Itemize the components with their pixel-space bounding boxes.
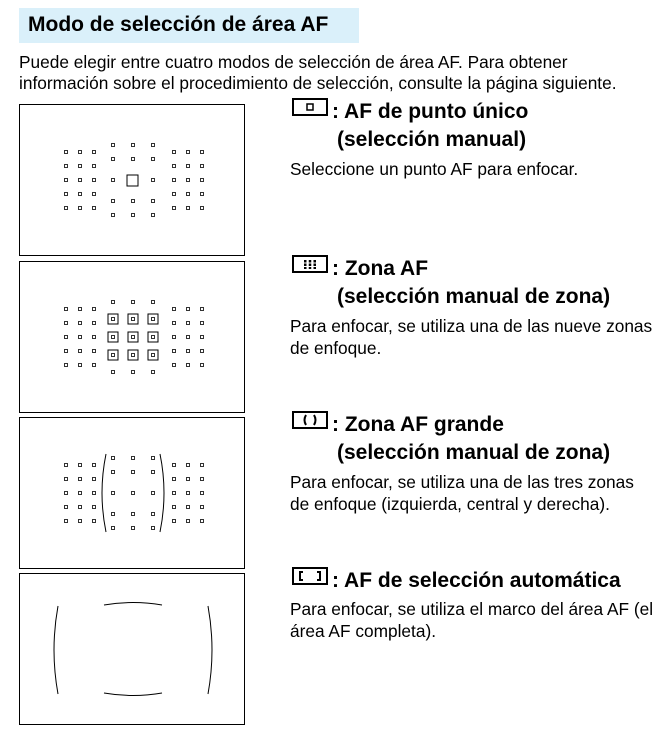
af-point	[79, 336, 82, 339]
af-point	[187, 492, 190, 495]
af-point	[173, 350, 176, 353]
af-point	[112, 527, 115, 530]
af-point	[201, 308, 204, 311]
zone-af-frame	[128, 314, 138, 324]
af-point	[187, 193, 190, 196]
af-point	[187, 520, 190, 523]
af-point	[93, 520, 96, 523]
af-point	[201, 151, 204, 154]
af-point	[152, 513, 155, 516]
af-point	[132, 527, 135, 530]
af-point	[132, 301, 135, 304]
intro-line-1: Puede elegir entre cuatro modos de selección de área AF. Para obtener	[19, 52, 568, 72]
af-area-frame	[20, 574, 246, 726]
af-point	[65, 520, 68, 523]
zone-af-frame	[148, 332, 158, 342]
af-point	[152, 354, 155, 357]
af-point	[152, 214, 155, 217]
large-zone-right-bracket	[160, 454, 164, 532]
mode-large-zone-heading	[290, 411, 610, 466]
af-frame-right-bracket	[208, 606, 212, 694]
af-point	[93, 179, 96, 182]
zone-af-frame	[128, 332, 138, 342]
af-point	[152, 318, 155, 321]
mode-single-point-title: : AF de punto único	[332, 100, 529, 123]
af-point	[93, 350, 96, 353]
section-title: Modo de selección de área AF	[28, 13, 329, 36]
af-point	[79, 151, 82, 154]
af-frame-bottom-arc	[104, 693, 162, 696]
af-point	[201, 322, 204, 325]
mode-zone-subtitle: (selección manual de zona)	[337, 284, 611, 308]
af-point	[65, 151, 68, 154]
af-point	[93, 322, 96, 325]
mode-single-point-heading	[290, 98, 528, 153]
af-point	[187, 151, 190, 154]
af-point	[93, 193, 96, 196]
af-point	[132, 318, 135, 321]
af-point	[65, 179, 68, 182]
af-point	[173, 464, 176, 467]
af-point	[187, 364, 190, 367]
af-point	[173, 492, 176, 495]
af-point	[79, 520, 82, 523]
af-point	[152, 336, 155, 339]
af-point	[112, 457, 115, 460]
af-point	[93, 492, 96, 495]
af-point	[187, 207, 190, 210]
large-zone-af-diagram	[19, 417, 245, 569]
af-point	[112, 354, 115, 357]
af-point	[173, 506, 176, 509]
af-point	[132, 158, 135, 161]
af-point	[132, 371, 135, 374]
af-point	[152, 144, 155, 147]
af-point	[93, 165, 96, 168]
af-point	[112, 214, 115, 217]
af-point	[65, 464, 68, 467]
intro-line-2: información sobre el procedimiento de selección, consulte la página siguiente.	[19, 73, 617, 93]
af-point	[201, 165, 204, 168]
af-point	[132, 492, 135, 495]
af-point	[187, 464, 190, 467]
af-point	[65, 336, 68, 339]
zone-af-frame	[108, 314, 118, 324]
af-point	[152, 371, 155, 374]
mode-auto-selection-title: : AF de selección automática	[332, 569, 621, 592]
af-point	[65, 492, 68, 495]
af-point	[65, 364, 68, 367]
zone-af-frame	[108, 332, 118, 342]
af-point	[173, 520, 176, 523]
af-point	[173, 322, 176, 325]
af-point	[201, 492, 204, 495]
af-points-grid-large-zone	[20, 418, 246, 570]
af-point	[201, 336, 204, 339]
af-point	[187, 322, 190, 325]
af-point	[79, 322, 82, 325]
af-point	[201, 520, 204, 523]
af-point	[79, 193, 82, 196]
af-point	[79, 179, 82, 182]
af-point	[187, 179, 190, 182]
af-point	[93, 308, 96, 311]
af-point	[93, 364, 96, 367]
af-point	[132, 200, 135, 203]
af-point	[79, 506, 82, 509]
af-point	[112, 318, 115, 321]
af-point	[93, 506, 96, 509]
af-point	[187, 350, 190, 353]
af-point	[152, 471, 155, 474]
selected-af-point	[127, 175, 138, 186]
mode-zone-description: Para enfocar, se utiliza una de las nueve zonas de enfoque.	[290, 316, 653, 358]
af-point	[201, 506, 204, 509]
af-point	[79, 364, 82, 367]
af-point	[132, 354, 135, 357]
af-point	[173, 193, 176, 196]
af-point	[93, 478, 96, 481]
af-point	[79, 492, 82, 495]
mode-zone-heading	[290, 255, 610, 310]
af-point	[173, 179, 176, 182]
intro-paragraph	[19, 52, 659, 94]
af-point	[201, 364, 204, 367]
af-point	[112, 158, 115, 161]
af-point	[152, 200, 155, 203]
zone-af-frame	[108, 350, 118, 360]
af-point	[65, 207, 68, 210]
af-point	[201, 207, 204, 210]
af-point	[152, 179, 155, 182]
zone-af-icon	[290, 254, 330, 281]
af-point	[173, 207, 176, 210]
mode-auto-selection-heading	[290, 567, 621, 595]
af-point	[201, 478, 204, 481]
af-point	[152, 158, 155, 161]
af-point	[65, 165, 68, 168]
af-point	[93, 151, 96, 154]
af-frame-top-arc	[104, 603, 162, 606]
zone-af-frame	[148, 314, 158, 324]
af-point	[152, 301, 155, 304]
af-point	[112, 336, 115, 339]
af-point	[79, 207, 82, 210]
af-point	[201, 464, 204, 467]
auto-selection-af-icon	[290, 566, 330, 593]
af-point	[173, 165, 176, 168]
af-point	[152, 457, 155, 460]
af-point	[112, 200, 115, 203]
af-point	[112, 471, 115, 474]
af-point	[112, 301, 115, 304]
af-point	[173, 151, 176, 154]
af-point	[132, 513, 135, 516]
af-point	[93, 464, 96, 467]
af-point	[79, 165, 82, 168]
mode-large-zone-title: : Zona AF grande	[332, 413, 504, 436]
af-point	[187, 478, 190, 481]
zone-af-frame	[128, 350, 138, 360]
section-title-bar	[19, 8, 359, 43]
af-point	[65, 308, 68, 311]
af-point	[132, 471, 135, 474]
af-point	[112, 371, 115, 374]
af-point	[132, 144, 135, 147]
af-point	[187, 506, 190, 509]
af-point	[112, 492, 115, 495]
af-points-grid-zone	[20, 262, 246, 414]
af-point	[112, 144, 115, 147]
zone-af-frame	[148, 350, 158, 360]
af-point	[65, 350, 68, 353]
af-point	[93, 336, 96, 339]
af-point	[173, 364, 176, 367]
af-point	[201, 193, 204, 196]
af-point	[79, 350, 82, 353]
auto-selection-af-diagram	[19, 573, 245, 725]
af-point	[79, 464, 82, 467]
af-point	[201, 179, 204, 182]
mode-zone-title: : Zona AF	[332, 257, 429, 280]
af-point	[112, 179, 115, 182]
af-point	[152, 492, 155, 495]
af-point	[187, 336, 190, 339]
af-point	[65, 478, 68, 481]
af-point	[152, 527, 155, 530]
large-zone-af-icon	[290, 410, 330, 437]
af-point	[132, 214, 135, 217]
af-point	[93, 207, 96, 210]
mode-large-zone-subtitle: (selección manual de zona)	[337, 440, 611, 464]
af-point	[79, 308, 82, 311]
mode-single-point-subtitle: (selección manual)	[337, 127, 527, 151]
af-point	[112, 513, 115, 516]
af-point	[187, 308, 190, 311]
mode-auto-selection-description: Para enfocar, se utiliza el marco del área AF (el área AF completa).	[290, 599, 654, 641]
af-point	[132, 336, 135, 339]
large-zone-left-bracket	[102, 454, 106, 532]
mode-large-zone-description: Para enfocar, se utiliza una de las tres zonas de enfoque (izquierda, central y derecha).	[290, 472, 634, 514]
af-frame-left-bracket	[54, 606, 58, 694]
af-point	[79, 478, 82, 481]
mode-single-point-description: Seleccione un punto AF para enfocar.	[290, 159, 579, 179]
af-point	[201, 350, 204, 353]
af-point	[65, 506, 68, 509]
single-point-af-icon	[290, 97, 330, 124]
af-point	[65, 322, 68, 325]
af-point	[173, 308, 176, 311]
af-point	[173, 336, 176, 339]
af-point	[187, 165, 190, 168]
af-point	[132, 457, 135, 460]
af-point	[65, 193, 68, 196]
af-point	[173, 478, 176, 481]
single-point-af-diagram	[19, 104, 245, 256]
zone-af-diagram	[19, 261, 245, 413]
af-points-grid-single	[20, 105, 246, 257]
